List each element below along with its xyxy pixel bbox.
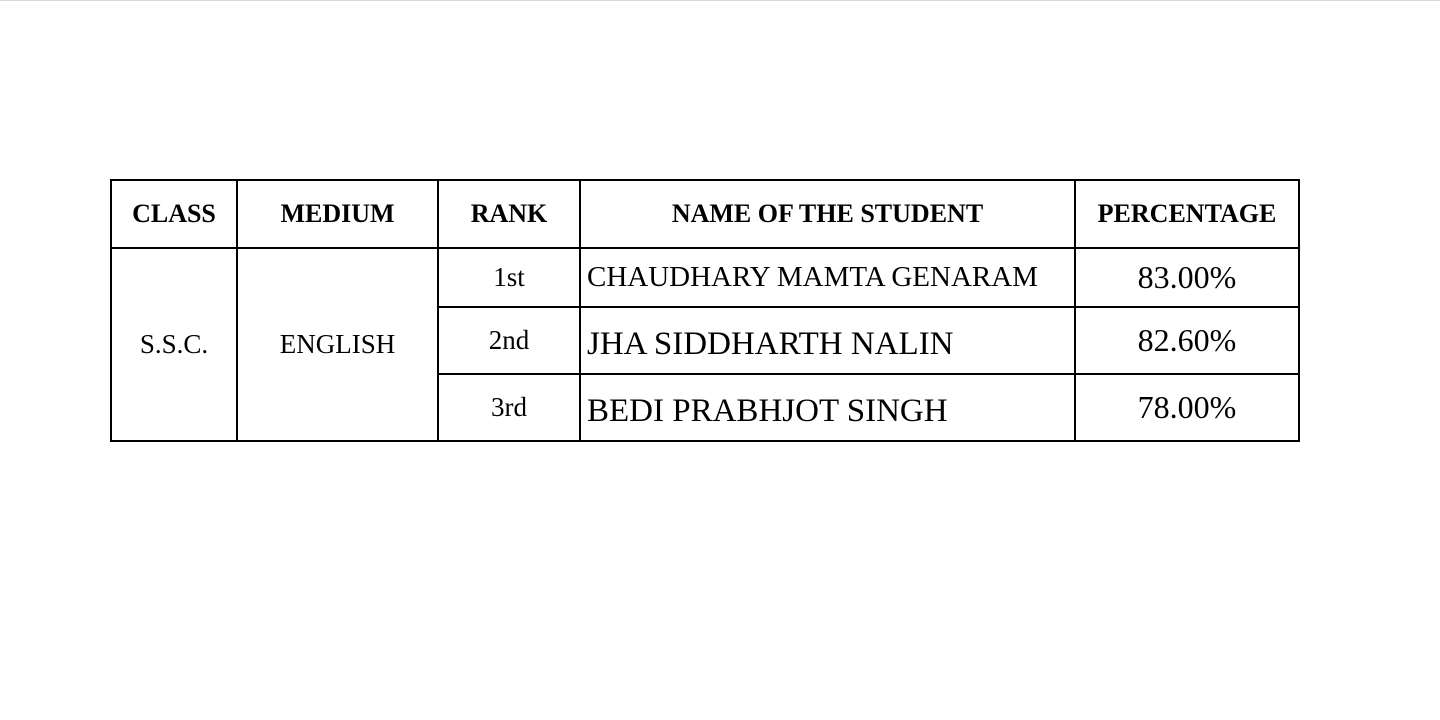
percentage-cell: 83.00%: [1075, 248, 1299, 307]
header-rank: RANK: [438, 180, 580, 248]
student-name-cell: JHA SIDDHARTH NALIN: [580, 307, 1075, 374]
table-header-row: [111, 180, 1299, 248]
page-top-border: [0, 0, 1440, 1]
header-percentage: PERCENTAGE: [1075, 180, 1299, 248]
medium-cell: ENGLISH: [237, 248, 438, 441]
header-medium: MEDIUM: [237, 180, 438, 248]
student-name-cell: CHAUDHARY MAMTA GENARAM: [580, 248, 1075, 307]
header-student-name: NAME OF THE STUDENT: [580, 180, 1075, 248]
table-row: [111, 248, 1299, 307]
rank-cell: 3rd: [438, 374, 580, 441]
percentage-cell: 82.60%: [1075, 307, 1299, 374]
toppers-table: [110, 179, 1300, 442]
percentage-cell: 78.00%: [1075, 374, 1299, 441]
header-class: CLASS: [111, 180, 237, 248]
rank-cell: 1st: [438, 248, 580, 307]
class-cell: S.S.C.: [111, 248, 237, 441]
student-name-cell: BEDI PRABHJOT SINGH: [580, 374, 1075, 441]
rank-cell: 2nd: [438, 307, 580, 374]
